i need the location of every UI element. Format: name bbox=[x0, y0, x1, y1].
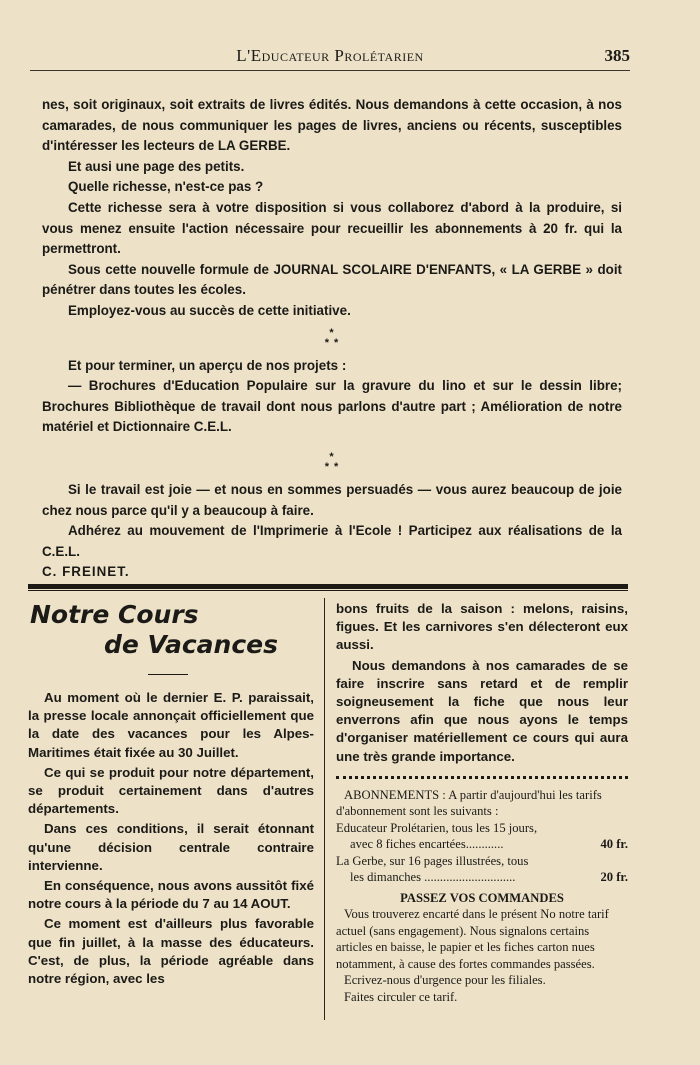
tarif-ep-sub: avec 8 fiches encartées bbox=[350, 837, 466, 852]
tarif-ep-label: avec 8 fiches encartées............ bbox=[350, 837, 504, 852]
urgence-text: Ecrivez-nous d'urgence pour les filiales. bbox=[344, 973, 546, 988]
paragraph: Sous cette nouvelle formule de JOURNAL SCOLAIRE D'ENFANTS, « LA GERBE » doit pénétrer dans toutes les écoles. bbox=[42, 261, 622, 298]
cours-body bbox=[28, 689, 314, 988]
cours-title-line2: de Vacances bbox=[104, 630, 278, 659]
commandes-text: Vous trouverez encarté dans le présent No notre tarif actuel (sans engagement). Nous signalons certains articles en baisse, le papier et les fiches carton nues notamment, à cause des fortes commandes passées. bbox=[336, 907, 609, 971]
tarif-ep: Educateur Prolétarien, tous les 15 jours, bbox=[336, 820, 538, 835]
journal-title: L'Educateur Prolétarien bbox=[236, 46, 424, 65]
paragraph: Cette richesse sera à votre disposition si vous collaborez d'abord à la produire, si vous menez ensuite l'action nécessaire pour recueillir les abonnements à 20 fr. qui la permettront. bbox=[42, 199, 622, 257]
abonnements-intro: ABONNEMENTS : A partir d'aujourd'hui les tarifs d'abonnement sont les suivants : bbox=[336, 787, 602, 819]
paragraph: Nous demandons à nos camarades de se faire inscrire sans retard et de remplir soigneusement la fiche que nous leur enverrons afin que nous ayons le temps d'organiser matériellement ce cours qui aura une très grande importance. bbox=[336, 657, 628, 764]
paragraph: Ce moment est d'ailleurs plus favorable que fin juillet, à la masse des éducateurs. C'est, de plus, la période agréable dans notre région, avec les bbox=[28, 916, 314, 987]
tarif-ep-row bbox=[336, 836, 628, 853]
asterism-separator: * * * bbox=[324, 326, 340, 349]
cours-continued bbox=[336, 600, 628, 766]
paragraph: En conséquence, nous avons aussitôt fixé notre cours à la période du 7 au 14 AOUT. bbox=[28, 878, 314, 912]
paragraph: Et ausi une page des petits. bbox=[68, 158, 245, 174]
right-column bbox=[336, 600, 628, 1005]
tarif-gerbe-row bbox=[336, 869, 628, 886]
cours-title bbox=[28, 600, 314, 660]
commandes-title: PASSEZ VOS COMMANDES bbox=[400, 890, 564, 905]
tarif-gerbe-sub: les dimanches bbox=[350, 870, 421, 885]
paragraph: — Brochures d'Education Populaire sur la gravure du lino et sur le dessin libre; Brochures Bibliothèque de travail dont nous parlons d'autre part ; Amélioration de notre matériel et Dictionnaire C.E.L. bbox=[42, 378, 622, 435]
paragraph: Et pour terminer, un aperçu de nos projets : bbox=[68, 357, 347, 373]
paragraph: Dans ces conditions, il serait étonnant qu'une décision centrale contraire intervienne. bbox=[28, 821, 314, 873]
tarif-ep-price: 40 fr. bbox=[600, 837, 628, 852]
main-article bbox=[42, 95, 622, 583]
paragraph: Si le travail est joie — et nous en sommes persuadés — vous aurez beaucoup de joie chez nous parce qu'il y a beaucoup à faire. bbox=[42, 481, 622, 518]
cours-column bbox=[28, 600, 314, 990]
tarif-gerbe-price: 20 fr. bbox=[600, 870, 628, 885]
abonnements-box bbox=[336, 787, 628, 1006]
circuler-text: Faites circuler ce tarif. bbox=[344, 989, 458, 1004]
page-number: 385 bbox=[604, 46, 630, 65]
paragraph: nes, soit originaux, soit extraits de livres édités. Nous demandons à cette occasion, à nos camarades, de nous communiquer les pages de livres, anciens ou récents, susceptibles d'intéresser les lecteurs de LA GERBE. bbox=[42, 97, 622, 154]
tarif-gerbe: La Gerbe, sur 16 pages illustrées, tous bbox=[336, 853, 529, 868]
signature: C. FREINET. bbox=[42, 564, 130, 580]
paragraph: Ce qui se produit pour notre département, se produit certainement dans d'autres départements. bbox=[28, 764, 314, 817]
paragraph: Employez-vous au succès de cette initiative. bbox=[68, 302, 351, 318]
paragraph: bons fruits de la saison : melons, raisins, figues. Et les carnivores s'en délecteront eux aussi. bbox=[336, 601, 628, 653]
paragraph: Au moment où le dernier E. P. paraissait, la presse locale annonçait officiellement que la date des vacances pour les Alpes-Maritimes était fixée au 30 Juillet. bbox=[28, 690, 314, 760]
cours-title-line1: Notre Cours bbox=[30, 600, 199, 629]
header-rule bbox=[30, 70, 630, 71]
asterism-separator: * * * bbox=[324, 450, 340, 473]
running-header bbox=[30, 46, 630, 70]
title-dash bbox=[148, 674, 188, 675]
section-rule-thin bbox=[28, 590, 628, 591]
dotted-rule bbox=[336, 776, 628, 779]
paragraph: Quelle richesse, n'est-ce pas ? bbox=[68, 179, 264, 195]
section-rule bbox=[28, 584, 628, 589]
paragraph: Adhérez au mouvement de l'Imprimerie à l'Ecole ! Participez aux réalisations de la C.E.L. bbox=[42, 523, 622, 559]
tarif-gerbe-label: les dimanches ............................. bbox=[350, 870, 516, 885]
column-divider bbox=[324, 598, 325, 1020]
